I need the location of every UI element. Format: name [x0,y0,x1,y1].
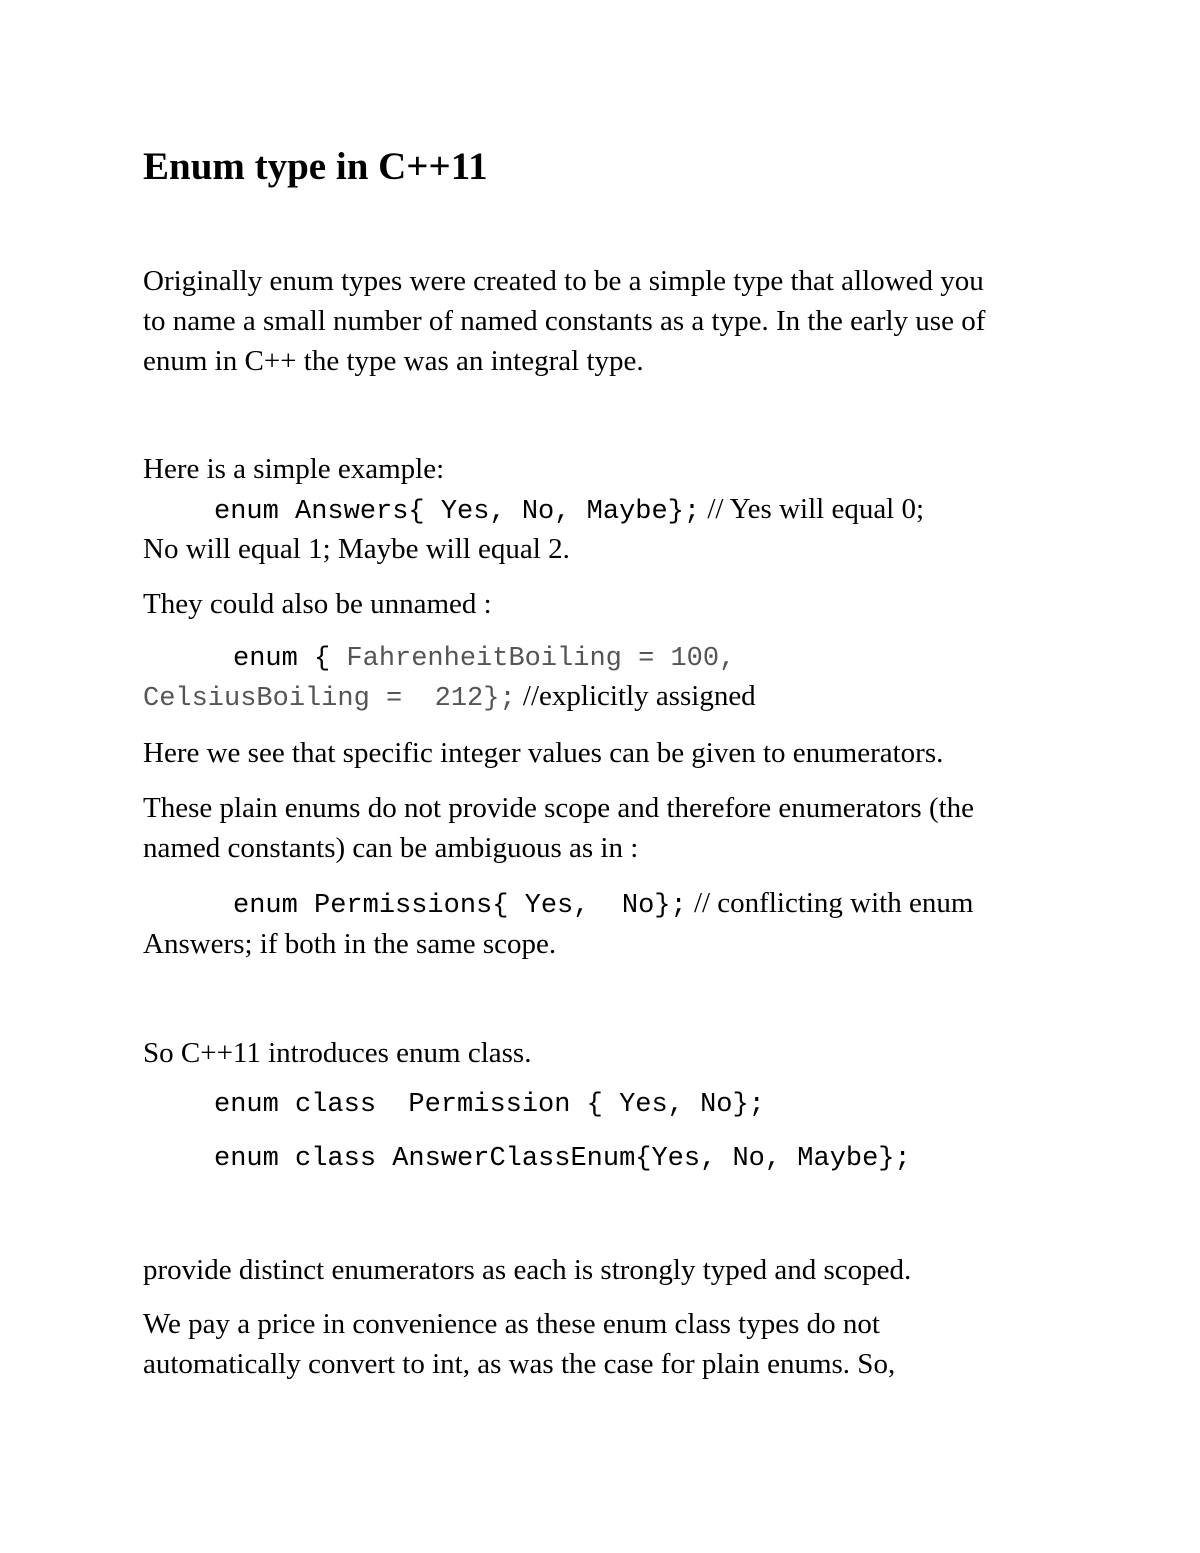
example-intro: Here is a simple example: [143,453,445,485]
example1-line [143,489,924,532]
ambiguous-line-1: These plain enums do not provide scope and therefore enumerators (the [143,792,975,824]
intro-line-3: enum in C++ the type was an integral type. [143,345,644,377]
intro-line-1: Originally enum types were created to be a simple type that allowed you [143,265,984,297]
example1-code: enum Answers{ Yes, No, Maybe}; [214,497,701,527]
price-line-2: automatically convert to int, as was the case for plain enums. So, [143,1348,896,1380]
example3-line [143,883,973,926]
example3-continuation: Answers; if both in the same scope. [143,928,557,960]
example1-comment: // Yes will equal 0; [700,493,925,525]
example1-continuation: No will equal 1; Maybe will equal 2. [143,533,570,565]
class-example-2: enum class AnswerClassEnum{Yes, No, Maybe}; [214,1144,911,1174]
price-line-1: We pay a price in convenience as these enum class types do not [143,1308,880,1340]
ambiguous-line-2: named constants) can be ambiguous as in : [143,832,639,864]
specific-values-text: Here we see that specific integer values can be given to enumerators. [143,737,944,769]
class-example-1: enum class Permission { Yes, No}; [214,1090,765,1120]
example2-code-keyword: enum { [233,644,347,674]
example2-code-rest: FahrenheitBoiling = 100, [346,644,736,674]
example2-comment: //explicitly assigned [515,680,756,712]
example3-comment: // conflicting with enum [686,887,974,919]
page-title: Enum type in C++11 [143,145,488,188]
example2-line-1 [143,636,735,679]
example2-line-2 [143,676,756,719]
distinct-text: provide distinct enumerators as each is strongly typed and scoped. [143,1254,912,1286]
intro-line-2: to name a small number of named constants as a type. In the early use of [143,305,986,337]
introduces-text: So C++11 introduces enum class. [143,1037,532,1069]
example3-code: enum Permissions{ Yes, No}; [233,891,687,921]
example2-code-line2: CelsiusBoiling = 212}; [143,684,516,714]
unnamed-intro: They could also be unnamed : [143,588,492,620]
